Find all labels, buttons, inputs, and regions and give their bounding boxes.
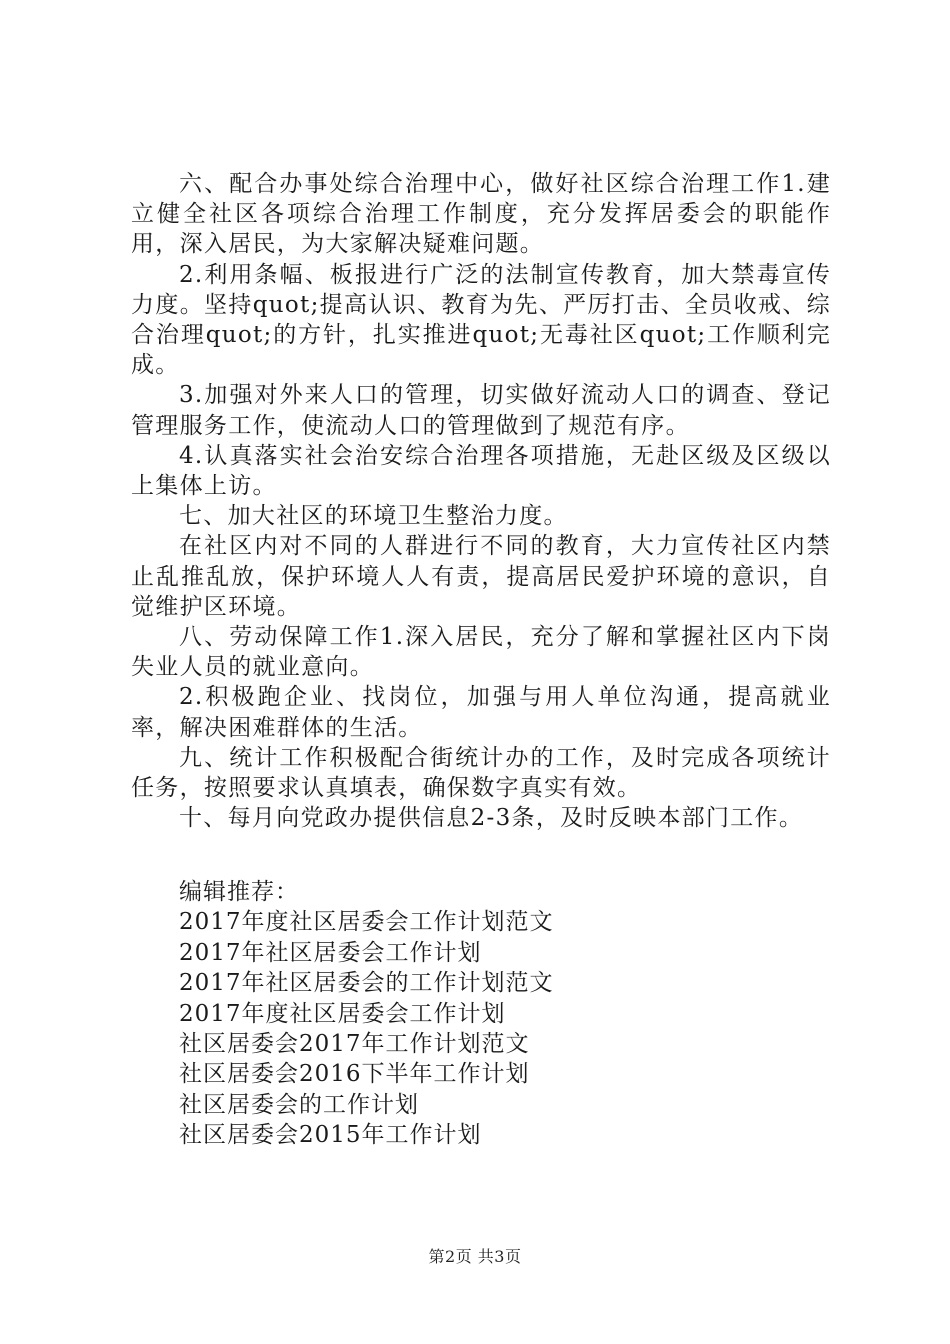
body-text [131, 169, 831, 833]
page-footer [0, 1244, 950, 1267]
paragraph-section-8: 八、劳动保障工作1.深入居民，充分了解和掌握社区内下岗失业人员的就业意向。 [131, 624, 831, 681]
recommend-link[interactable]: 2017年社区居委会的工作计划范文 [179, 970, 554, 997]
recommend-link[interactable]: 社区居委会的工作计划 [179, 1091, 419, 1118]
recommend-section [179, 877, 779, 1151]
recommend-link[interactable]: 社区居委会2016下半年工作计划 [179, 1061, 530, 1088]
recommend-link[interactable]: 2017年度社区居委会工作计划 [179, 1000, 506, 1027]
recommend-link[interactable]: 社区居委会2015年工作计划 [179, 1122, 482, 1149]
recommend-link[interactable]: 2017年度社区居委会工作计划范文 [179, 909, 554, 936]
paragraph-jobs: 2.积极跑企业、找岗位，加强与用人单位沟通，提高就业率，解决困难群体的生活。 [131, 684, 831, 741]
page-number: 第2页 共3页 [428, 1247, 522, 1266]
paragraph-item-2: 2.利用条幅、板报进行广泛的法制宣传教育，加大禁毒宣传力度。坚持quot;提高认识、教育为先、严厉打击、全员收戒、综合治理quot;的方针，扎实推进quot;无毒社区quot;工作顺利完成。 [131, 261, 831, 379]
paragraph-section-10: 十、每月向党政办提供信息2-3条，及时反映本部门工作。 [179, 805, 804, 832]
paragraph-section-9: 九、统计工作积极配合街统计办的工作，及时完成各项统计任务，按照要求认真填表，确保数字真实有效。 [131, 744, 831, 802]
paragraph-item-3: 3.加强对外来人口的管理，切实做好流动人口的调查、登记管理服务工作，使流动人口的管理做到了规范有序。 [131, 382, 831, 439]
recommend-list [179, 907, 779, 1150]
recommend-link[interactable]: 社区居委会2017年工作计划范文 [179, 1031, 530, 1058]
recommend-heading: 编辑推荐： [179, 879, 299, 905]
paragraph-item-4: 4.认真落实社会治安综合治理各项措施，无赴区级及区级以上集体上访。 [131, 442, 831, 500]
paragraph-environment: 在社区内对不同的人群进行不同的教育，大力宣传社区内禁止乱推乱放，保护环境人人有责，提高居民爱护环境的意识，自觉维护区环境。 [131, 533, 831, 620]
recommend-link[interactable]: 2017年社区居委会工作计划 [179, 939, 482, 966]
paragraph-section-6: 六、配合办事处综合治理中心，做好社区综合治理工作1.建立健全社区各项综合治理工作制度，充分发挥居委会的职能作用，深入居民，为大家解决疑难问题。 [131, 171, 831, 258]
paragraph-section-7: 七、加大社区的环境卫生整治力度。 [179, 503, 568, 530]
